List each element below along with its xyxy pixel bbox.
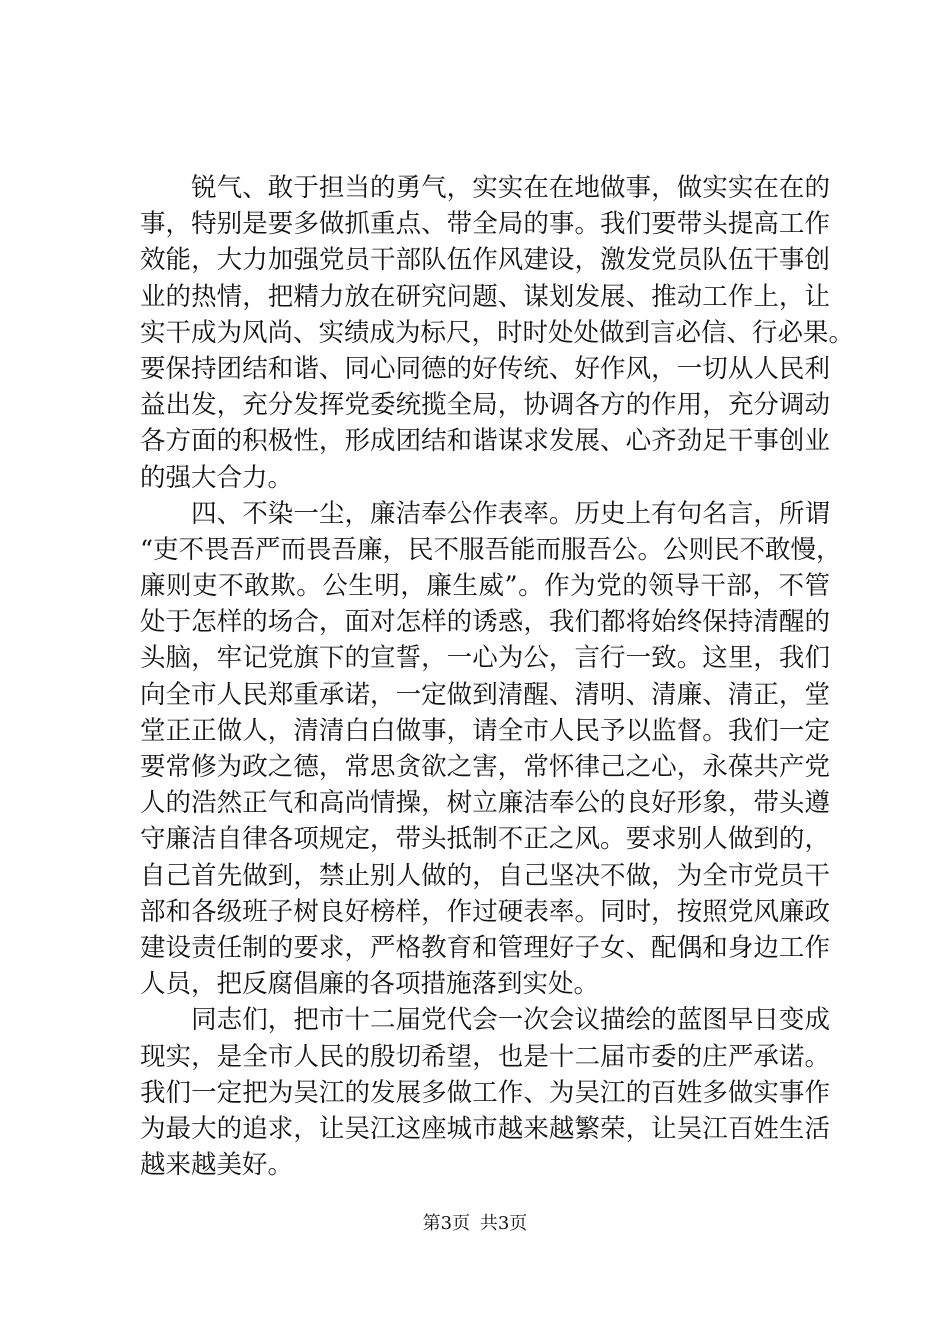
text-line: 各方面的积极性，形成团结和谐谋求发展、心齐劲足干事创业	[140, 426, 830, 457]
page-footer	[0, 1212, 950, 1236]
text-line: 业的热情，把精力放在研究问题、谋划发展、推动工作上，让	[140, 281, 830, 312]
text-line: 同志们，把市十二届党代会一次会议描绘的蓝图早日变成	[140, 1005, 830, 1036]
text-line: 人的浩然正气和高尚情操，树立廉洁奉公的良好形象，带头遵	[140, 788, 830, 819]
text-line: 锐气、敢于担当的勇气，实实在在地做事，做实实在在的	[140, 173, 830, 203]
text-line: 建设责任制的要求，严格教育和管理好子女、配偶和身边工作	[140, 932, 830, 963]
page-number: 第3页	[422, 1213, 471, 1234]
text-line: 事，特别是要多做抓重点、带全局的事。我们要带头提高工作	[140, 209, 830, 240]
text-line: 四、不染一尘，廉洁奉公作表率。历史上有句名言，所谓	[140, 498, 830, 529]
text-line: “吏不畏吾严而畏吾廉，民不服吾能而服吾公。公则民不敢慢，	[140, 534, 842, 565]
text-line: 部和各级班子树良好榜样，作过硬表率。同时，按照党风廉政	[140, 896, 830, 927]
text-line: 越来越美好。	[140, 1150, 294, 1181]
text-line: 向全市人民郑重承诺，一定做到清醒、清明、清廉、清正，堂	[140, 679, 830, 710]
document-body	[140, 170, 855, 1183]
text-line: 益出发，充分发挥党委统揽全局，协调各方的作用，充分调动	[140, 390, 830, 421]
text-line: 人员，把反腐倡廉的各项措施落到实处。	[140, 969, 600, 1000]
text-line: 现实，是全市人民的殷切希望，也是十二届市委的庄严承诺。	[140, 1041, 830, 1072]
text-line: 头脑，牢记党旗下的宣誓，一心为公，言行一致。这里，我们	[140, 643, 830, 674]
text-line: 为最大的追求，让吴江这座城市越来越繁荣，让吴江百姓生活	[140, 1113, 830, 1144]
text-line: 我们一定把为吴江的发展多做工作、为吴江的百姓多做实事作	[140, 1077, 830, 1108]
text-line: 要保持团结和谐、同心同德的好传统、好作风，一切从人民利	[140, 353, 830, 384]
text-line: 实干成为风尚、实绩成为标尺，时时处处做到言必信、行必果。	[140, 317, 855, 348]
text-line: 自己首先做到，禁止别人做的，自己坚决不做，为全市党员干	[140, 860, 830, 891]
text-line: 的强大合力。	[140, 462, 294, 493]
text-line: 处于怎样的场合，面对怎样的诱惑，我们都将始终保持清醒的	[140, 607, 830, 638]
text-line: 堂正正做人，清清白白做事，请全市人民予以监督。我们一定	[140, 715, 830, 746]
text-line: 廉则吏不敢欺。公生明，廉生威”。作为党的领导干部，不管	[140, 571, 830, 602]
text-line: 守廉洁自律各项规定，带头抵制不正之风。要求别人做到的，	[140, 824, 830, 855]
text-line: 效能，大力加强党员干部队伍作风建设，激发党员队伍干事创	[140, 245, 830, 276]
text-line: 要常修为政之德，常思贪欲之害，常怀律己之心，永葆共产党	[140, 752, 830, 782]
page-total: 共3页	[479, 1213, 528, 1234]
